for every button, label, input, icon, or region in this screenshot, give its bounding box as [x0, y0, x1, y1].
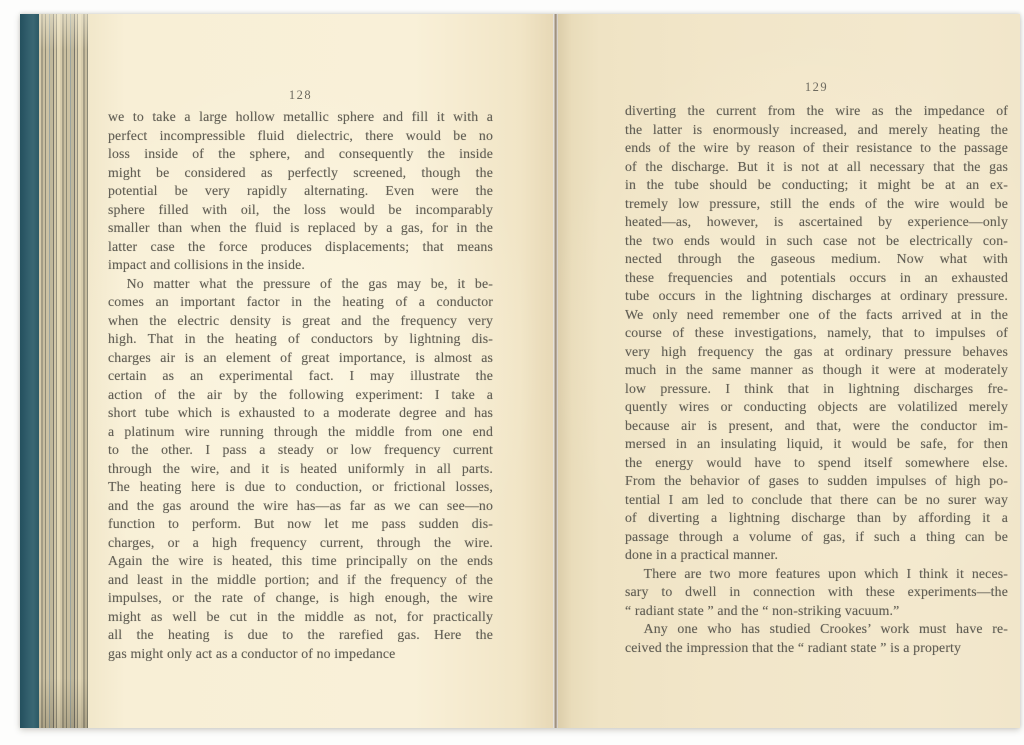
page-number-left: 128 — [288, 88, 313, 102]
page-number-right: 129 — [804, 80, 829, 94]
right-page-text — [625, 102, 1008, 657]
paragraph: There are two more features upon which I think it neces- sary to dwell in connection with these experiments—the “ radiant state ” and the “ non-striking vacuum.” — [625, 565, 1008, 618]
paragraph-continuation: diverting the current from the wire as the impedance of the latter is enormously increased, and merely heating the ends of the wire by reason of their resistance to the passage of the discharge. But it is not at all necessary that the gas in the tube should be conducting; it might be at an ex- tremely low pressure, still the ends of the wire would be heated—as, however, is ascertained by experience—only the two ends would in such case not be electrically con- nected through the gaseous medium. Now what with these frequencies and potentials occurs in an exhausted tube occurs in the lightning discharges at ordinary pressure. We only need remember one of the facts arrived at in the course of these investigations, namely, that to impulses of very high frequency the gas at ordinary pressure behaves much in the same manner as though it were at moderately low pressure. I think that in lightning discharges fre- quently wires or conducting objects are volatilized merely because air is present, and that, were the conductor im- mersed in an insulating liquid, it would be safe, for then the energy would have to spend itself somewhere else. From the behavior of gases to sudden impulses of high po- tential I am led to conclude that there can be no surer way of diverting a lightning discharge than by affording it a passage through a volume of gas, if such a thing can be done in a practical manner. — [625, 103, 1008, 562]
book-cover-spine — [20, 14, 39, 728]
left-page-text — [108, 108, 493, 663]
left-page — [88, 14, 553, 728]
paragraph-continuation: we to take a large hollow metallic sphere and fill it with a perfect incompressible fluid dielectric, there would be no loss inside of the sphere, and consequently the inside might be considered as perfectly screened, though the potential be very rapidly alternating. Even were the sphere filled with oil, the loss would be incomparably smaller than when the fluid is replaced by a gas, for in the latter case the force produces displacements; that means impact and collisions in the inside. — [108, 109, 493, 272]
paragraph: Any one who has studied Crookes’ work must have re- ceived the impression that the “ radiant state ” is a property — [625, 621, 1008, 655]
paragraph: No matter what the pressure of the gas may be, it be- comes an important factor in the heating of a conductor when the electric density is great and the frequency very high. That in the heating of conductors by lightning dis- charges air is an element of great importance, is almost as certain as an experimental fact. I may illustrate the action of the air by the following experiment: I take a short tube which is exhausted to a moderate degree and has a platinum wire running through the middle from one end to the other. I pass a steady or low frequency current through the wire, and it is heated uniformly in all parts. The heating here is due to conduction, or frictional losses, and the gas around the wire has—as far as we can see—no function to perform. But now let me pass sudden dis- charges, or a high frequency current, through the wire. Again the wire is heated, this time principally on the ends and least in the middle portion; and if the frequency of the impulses, or the rate of change, is high enough, the wire might as well be cut in the middle as not, for practically all the heating is due to the rarefied gas. Here the gas might only act as a conductor of no impedance — [108, 275, 493, 661]
page-fore-edges — [39, 14, 88, 728]
open-book — [20, 14, 1020, 728]
right-page — [558, 14, 1020, 728]
